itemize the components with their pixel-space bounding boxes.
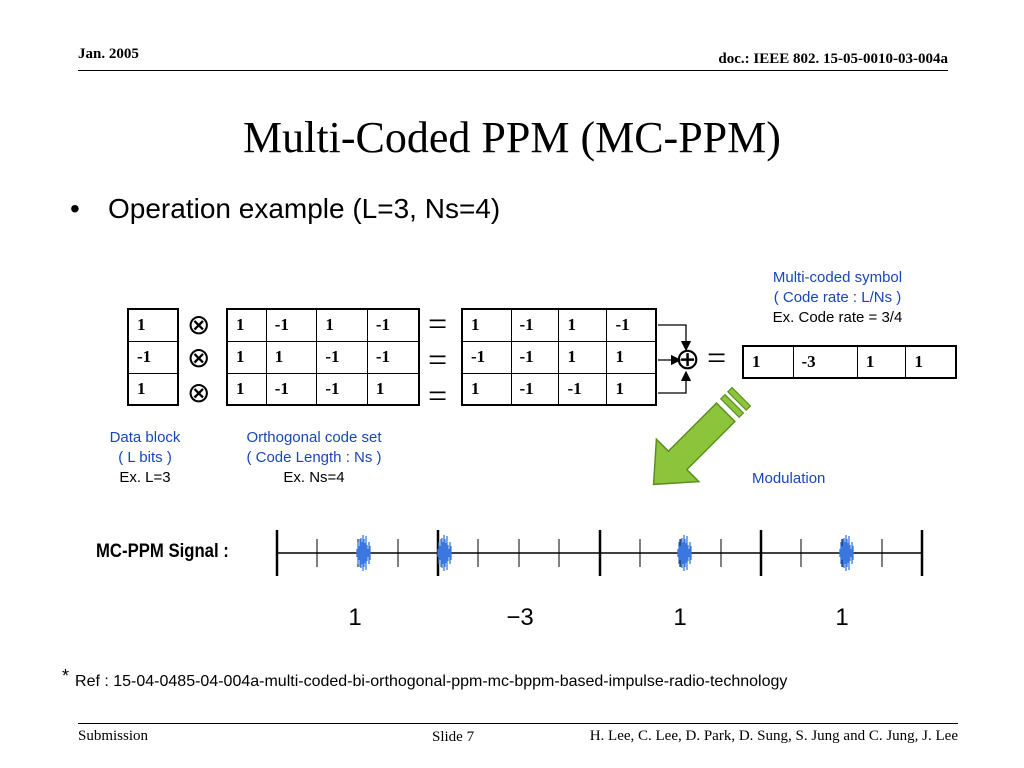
footer-authors: H. Lee, C. Lee, D. Park, D. Sung, S. Jung and C. Jung, J. Lee [589,728,958,744]
reference-star: * [62,666,70,686]
reference-note [62,666,787,691]
footer-submission: Submission [78,728,149,744]
code-cell: -1 [367,341,419,373]
code-cell: -1 [317,373,368,405]
code-cell: -1 [266,309,317,341]
product-table [461,308,657,406]
code-cell: 1 [227,309,266,341]
product-cell: -1 [462,341,511,373]
equals-operator: = [428,306,448,343]
code-cell: 1 [227,373,266,405]
code-set-subtitle: ( Code Length : Ns ) [246,449,382,466]
symbol-example: Ex. Code rate = 3/4 [772,309,903,326]
product-cell: 1 [559,341,607,373]
symbol-cell: -3 [793,346,857,378]
symbol-cell: 1 [857,346,906,378]
equals-operator: = [428,378,448,415]
code-cell: -1 [367,309,419,341]
code-set-table [226,308,420,406]
signal-timeline [270,525,930,585]
data-block-cell: 1 [128,309,178,341]
multiply-operator: ⊗ [187,378,211,409]
data-block-cell: -1 [128,341,178,373]
code-cell: 1 [266,341,317,373]
modulation-arrow-icon [638,382,768,512]
signal-symbol-label: 1 [348,604,362,631]
product-cell: 1 [559,309,607,341]
signal-label: MC-PPM Signal : [96,541,229,562]
data-block-subtitle: ( L bits ) [118,449,172,466]
symbol-title: Multi-coded symbol [772,269,903,286]
symbol-subtitle: ( Code rate : L/Ns ) [773,289,902,306]
code-cell: 1 [227,341,266,373]
data-block-label [93,428,197,488]
symbol-table [742,345,957,379]
product-cell: 1 [462,309,511,341]
header-date: Jan. 2005 [78,46,139,62]
equals-operator: = [707,340,727,377]
multiply-operator: ⊗ [187,343,211,374]
product-cell: -1 [607,309,656,341]
code-cell: 1 [317,309,368,341]
sum-operator: ⊕ [675,343,701,376]
footer-slide-number: Slide 7 [432,729,475,745]
code-cell: -1 [317,341,368,373]
slide-title: Multi-Coded PPM (MC-PPM) [243,113,781,162]
header-doc-id: doc.: IEEE 802. 15-05-0010-03-004a [718,51,948,67]
footer-divider [78,723,958,724]
product-cell: 1 [462,373,511,405]
code-cell: -1 [266,373,317,405]
code-cell: 1 [367,373,419,405]
pulse-burst [357,535,370,571]
modulation-label: Modulation [752,470,826,487]
product-cell: -1 [559,373,607,405]
signal-symbol-label: 1 [673,604,687,631]
data-block-example: Ex. L=3 [119,469,171,486]
product-cell: 1 [607,341,656,373]
data-block-cell: 1 [128,373,178,405]
bullet-text: Operation example (L=3, Ns=4) [108,193,501,224]
data-block-table [127,308,179,406]
signal-symbol-label: −3 [506,604,534,631]
symbol-cell: 1 [743,346,793,378]
equals-operator: = [428,342,448,379]
symbol-label [745,268,930,328]
product-cell: -1 [511,309,559,341]
code-set-example: Ex. Ns=4 [283,469,345,486]
code-set-label [219,428,409,488]
pulse-burst [438,535,451,571]
signal-symbol-label: 1 [835,604,849,631]
reference-text: Ref : 15-04-0485-04-004a-multi-coded-bi-orthogonal-ppm-mc-bppm-based-impulse-radio-technology [75,673,788,690]
data-block-title: Data block [109,429,181,446]
product-cell: -1 [511,341,559,373]
product-cell: 1 [607,373,656,405]
symbol-cell: 1 [906,346,956,378]
product-cell: -1 [511,373,559,405]
bullet-marker: • [70,193,80,224]
code-set-title: Orthogonal code set [246,429,382,446]
bullet-item [70,193,500,225]
header-divider [78,70,948,71]
multiply-operator: ⊗ [187,310,211,341]
